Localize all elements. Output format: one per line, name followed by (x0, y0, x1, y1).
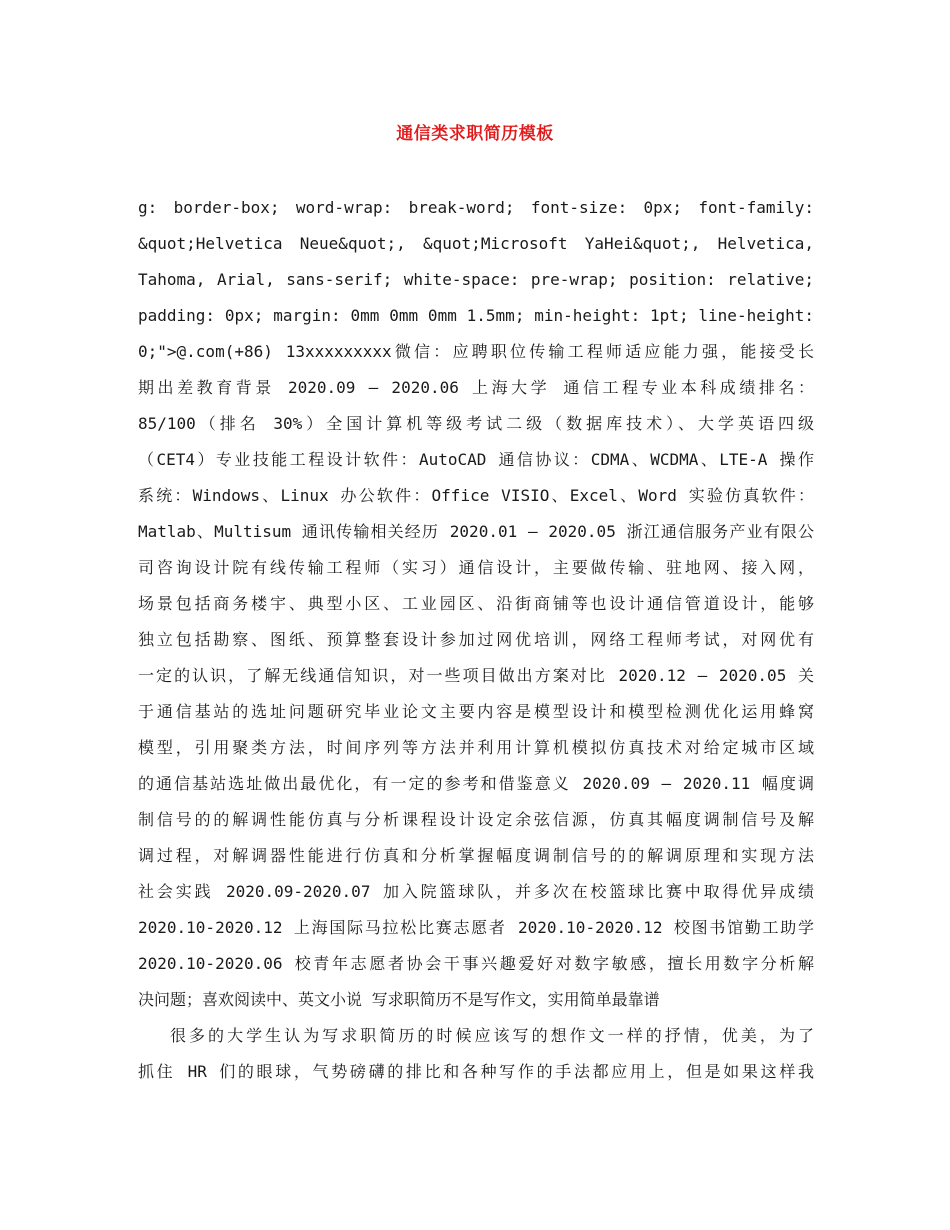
text-line: 调过程，对解调器性能进行仿真和分析掌握幅度调制信号的的解调原理和实现方法 (138, 846, 814, 865)
text-line: 独立包括勘察、图纸、预算整套设计参加过网优培训，网络工程师考试，对网优有 (138, 630, 814, 649)
text-line: （CET4）专业技能工程设计软件：AutoCAD 通信协议：CDMA、WCDMA、LTE-A 操作 (138, 450, 814, 469)
text-line: 2020.10-2020.12 上海国际马拉松比赛志愿者 2020.10-2020.12 校图书馆勤工助学 (138, 918, 814, 937)
paragraph-2-line: 很多的大学生认为写求职简历的时候应该写的想作文一样的抒情，优美，为了 (170, 1026, 814, 1045)
text-line: 一定的认识，了解无线通信知识，对一些项目做出方案对比 2020.12 – 2020.05 关 (138, 666, 814, 685)
text-line: g: border-box; word-wrap: break-word; font-size: 0px; font-family: (138, 198, 814, 217)
document-title: 通信类求职简历模板 (396, 124, 554, 144)
text-line: 场景包括商务楼宇、典型小区、工业园区、沿街商铺等也设计通信管道设计，能够 (138, 594, 814, 613)
text-line: 模型，引用聚类方法，时间序列等方法并利用计算机模拟仿真技术对给定城市区域 (138, 738, 814, 757)
text-line: 期出差教育背景 2020.09 – 2020.06 上海大学 通信工程专业本科成绩排名： (138, 378, 814, 397)
text-line: Matlab、Multisum 通讯传输相关经历 2020.01 – 2020.05 浙江通信服务产业有限公 (138, 522, 814, 541)
text-line: padding: 0px; margin: 0mm 0mm 0mm 1.5mm; min-height: 1pt; line-height: (138, 306, 814, 325)
text-line: Tahoma, Arial, sans-serif; white-space: pre-wrap; position: relative; (138, 270, 814, 289)
text-line: 制信号的的解调性能仿真与分析课程设计设定余弦信源，仿真其幅度调制信号及解 (138, 810, 814, 829)
text-line: 2020.10-2020.06 校青年志愿者协会干事兴趣爱好对数字敏感，擅长用数字分析解 (138, 954, 814, 973)
text-line: 系统：Windows、Linux 办公软件：Office VISIO、Excel、Word 实验仿真软件： (138, 486, 814, 505)
text-line: 司咨询设计院有线传输工程师（实习）通信设计，主要做传输、驻地网、接入网， (138, 558, 814, 577)
text-line: 社会实践 2020.09-2020.07 加入院篮球队，并多次在校篮球比赛中取得优异成绩 (138, 882, 814, 901)
text-line: 决问题；喜欢阅读中、英文小说 写求职简历不是写作文，实用简单最靠谱 (138, 990, 660, 1009)
text-line: 于通信基站的选址问题研究毕业论文主要内容是模型设计和模型检测优化运用蜂窝 (138, 702, 814, 721)
text-line: 的通信基站选址做出最优化，有一定的参考和借鉴意义 2020.09 – 2020.11 幅度调 (138, 774, 814, 793)
text-line: &quot;Helvetica Neue&quot;, &quot;Microsoft YaHei&quot;, Helvetica, (138, 234, 814, 253)
paragraph-2-line: 抓住 HR 们的眼球，气势磅礴的排比和各种写作的手法都应用上，但是如果这样我 (138, 1062, 814, 1081)
document-body (138, 190, 814, 1090)
text-line: 85/100（排名 30%）全国计算机等级考试二级（数据库技术）、大学英语四级 (138, 414, 814, 433)
text-line: 0;">@.com(+86) 13xxxxxxxxx微信：应聘职位传输工程师适应能力强，能接受长 (138, 342, 814, 361)
